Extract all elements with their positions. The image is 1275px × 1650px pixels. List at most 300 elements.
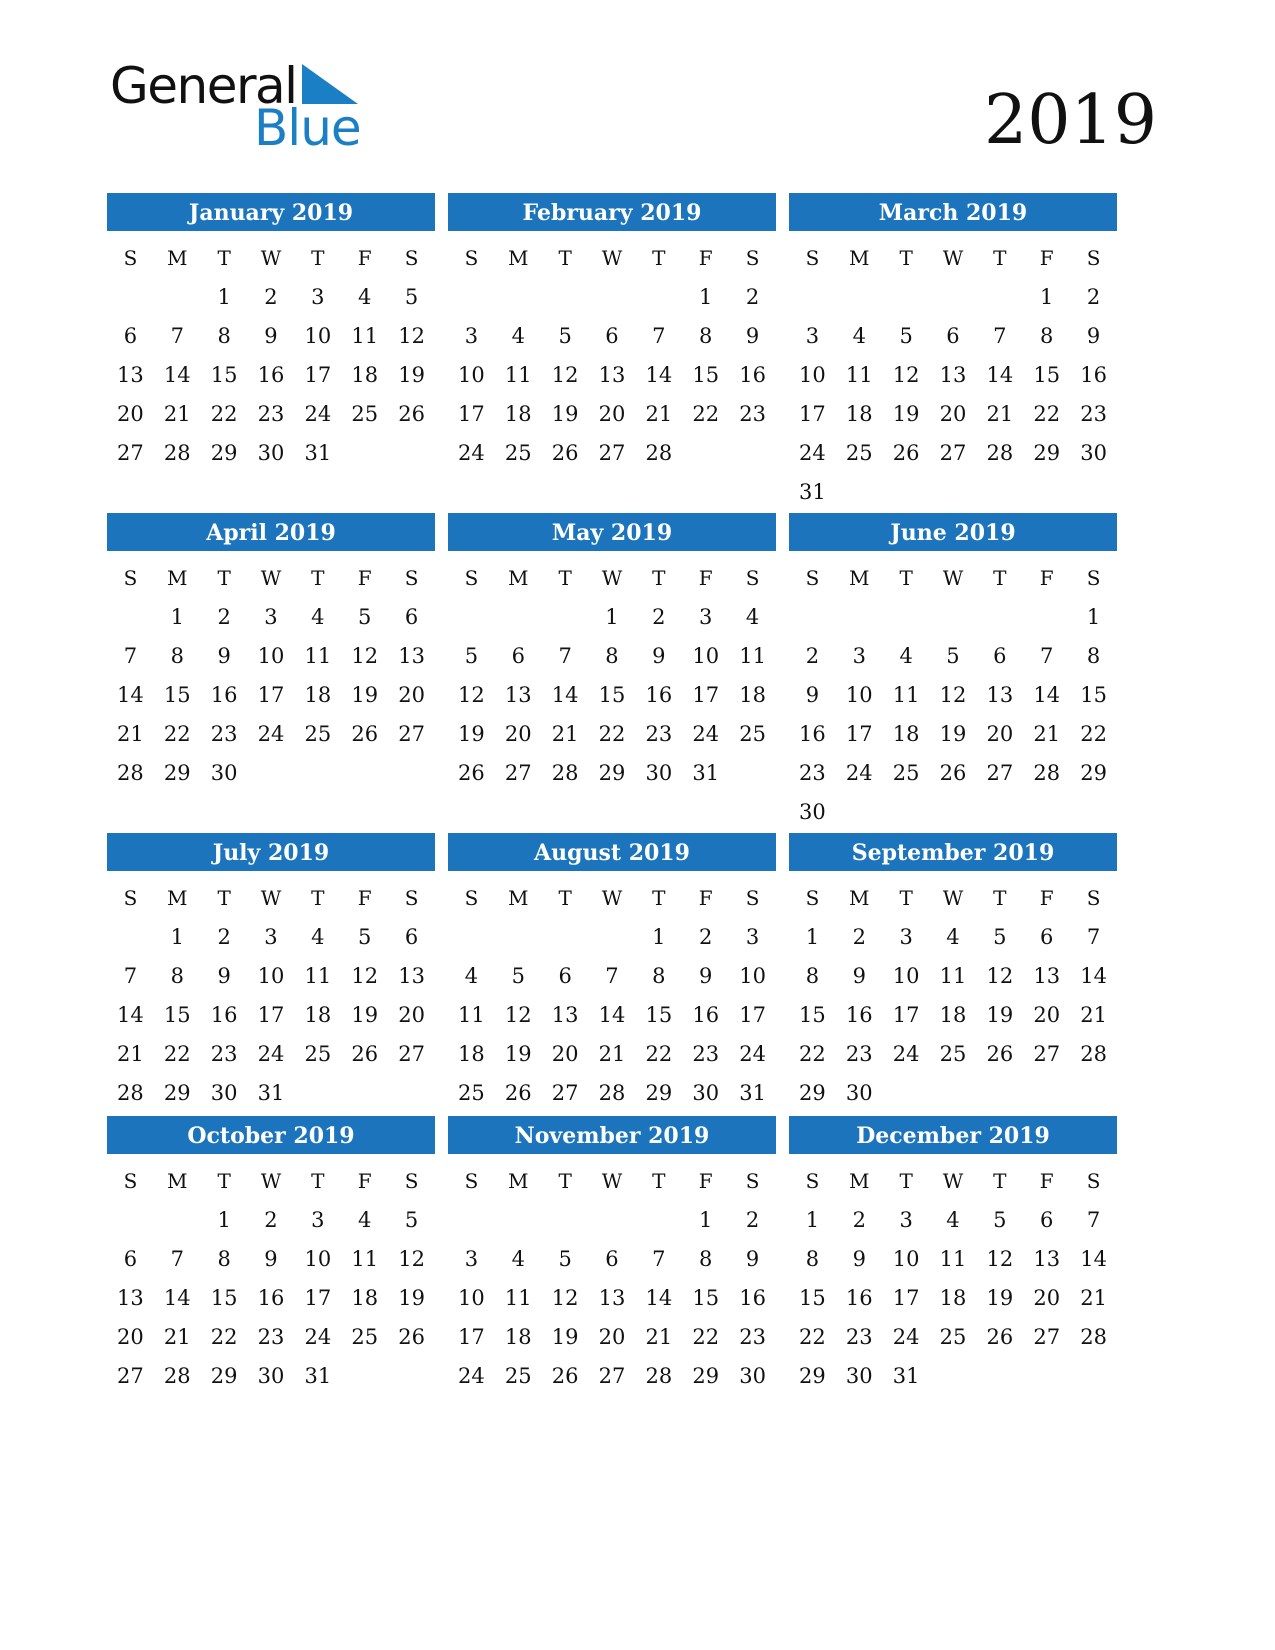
day-cell: 31 — [304, 441, 332, 465]
day-cell: 29 — [692, 1364, 720, 1388]
empty-day-cell — [107, 278, 154, 317]
day-cell: 17 — [799, 402, 826, 426]
day-cell: 7 — [652, 324, 666, 348]
day-cell: 4 — [946, 925, 960, 949]
day-cell: 25 — [892, 761, 920, 785]
weekday-label: S — [464, 246, 479, 270]
day-cell: 18 — [939, 1286, 967, 1310]
day-cell: 2 — [652, 605, 666, 629]
day-cell: 17 — [257, 1003, 285, 1027]
day-cell: 10 — [845, 683, 873, 707]
day-cell: 26 — [986, 1042, 1014, 1066]
day-cell: 29 — [645, 1081, 673, 1105]
day-cell: 23 — [210, 1042, 238, 1066]
day-cell: 21 — [1080, 1286, 1107, 1310]
day-cell: 21 — [645, 402, 673, 426]
day-cell: 13 — [117, 1286, 144, 1310]
day-cell: 30 — [257, 1364, 285, 1388]
empty-day-cell — [542, 1201, 589, 1240]
day-cell: 24 — [845, 761, 873, 785]
weekday-label: T — [558, 246, 572, 270]
weekday-label: S — [123, 566, 138, 590]
day-cell: 11 — [304, 644, 332, 668]
empty-day-cell — [836, 278, 883, 317]
month-header: January 2019 — [107, 193, 435, 231]
day-cell: 11 — [504, 1286, 532, 1310]
day-cell: 19 — [986, 1286, 1014, 1310]
weekday-label: S — [123, 246, 138, 270]
day-cell: 18 — [304, 1003, 332, 1027]
day-cell: 2 — [852, 1208, 866, 1232]
weekday-label: F — [698, 886, 713, 910]
day-cell: 29 — [210, 1364, 238, 1388]
day-cell: 1 — [217, 1208, 231, 1232]
day-cell: 10 — [304, 1247, 332, 1271]
weekday-label: T — [217, 566, 231, 590]
day-cell: 16 — [692, 1003, 720, 1027]
day-cell: 28 — [551, 761, 579, 785]
weekday-label: M — [508, 566, 529, 590]
day-cell: 13 — [1033, 1247, 1061, 1271]
empty-day-cell — [542, 278, 589, 317]
day-cell: 19 — [351, 1003, 379, 1027]
day-cell: 19 — [551, 1325, 579, 1349]
day-cell: 30 — [1080, 441, 1107, 465]
day-cell: 28 — [1033, 761, 1061, 785]
day-cell: 21 — [645, 1325, 673, 1349]
day-cell: 28 — [645, 441, 673, 465]
day-cell: 7 — [993, 324, 1007, 348]
weekday-label: T — [652, 1169, 666, 1193]
day-cell: 14 — [551, 683, 579, 707]
day-cell: 26 — [398, 402, 425, 426]
day-cell: 17 — [892, 1286, 920, 1310]
day-cell: 1 — [699, 285, 713, 309]
day-cell: 29 — [163, 761, 191, 785]
day-cell: 11 — [351, 324, 379, 348]
day-cell: 27 — [117, 441, 144, 465]
weekday-label: S — [805, 886, 820, 910]
empty-day-cell — [542, 918, 589, 957]
day-cell: 17 — [692, 683, 720, 707]
day-cell: 6 — [404, 925, 419, 949]
day-cell: 1 — [652, 925, 666, 949]
day-cell: 31 — [799, 480, 826, 504]
empty-day-cell — [154, 278, 201, 317]
weekday-label: T — [899, 246, 913, 270]
day-cell: 11 — [939, 964, 967, 988]
day-cell: 14 — [1080, 1247, 1107, 1271]
day-cell: 2 — [264, 1208, 278, 1232]
day-cell: 7 — [605, 964, 619, 988]
month-block — [448, 1116, 776, 1396]
weekday-label: M — [849, 246, 870, 270]
empty-day-cell — [448, 918, 495, 957]
day-cell: 3 — [311, 1208, 325, 1232]
weekday-label: T — [652, 246, 666, 270]
weekday-label: S — [805, 246, 820, 270]
weekday-label: T — [993, 246, 1007, 270]
day-cell: 17 — [845, 722, 873, 746]
day-cell: 9 — [745, 1247, 760, 1271]
day-cell: 16 — [210, 1003, 238, 1027]
day-cell: 12 — [986, 1247, 1014, 1271]
day-cell: 12 — [504, 1003, 532, 1027]
day-cell: 7 — [170, 324, 184, 348]
weekday-label: F — [698, 1169, 713, 1193]
weekday-label: T — [217, 886, 231, 910]
weekday-label: W — [260, 566, 282, 590]
day-cell: 19 — [398, 1286, 425, 1310]
logo-word-blue: Blue — [254, 99, 361, 157]
day-cell: 30 — [739, 1364, 766, 1388]
day-cell: 30 — [257, 441, 285, 465]
day-cell: 5 — [511, 964, 525, 988]
day-cell: 17 — [892, 1003, 920, 1027]
weekday-label: M — [167, 246, 188, 270]
day-cell: 2 — [745, 285, 760, 309]
weekday-label: T — [899, 566, 913, 590]
weekday-label: F — [357, 1169, 372, 1193]
day-cell: 4 — [745, 605, 760, 629]
day-cell: 13 — [1033, 964, 1061, 988]
day-cell: 3 — [745, 925, 760, 949]
day-cell: 28 — [117, 1081, 144, 1105]
day-cell: 14 — [1080, 964, 1107, 988]
day-cell: 29 — [799, 1081, 826, 1105]
weekday-label: T — [899, 1169, 913, 1193]
day-cell: 12 — [892, 363, 920, 387]
day-cell: 9 — [745, 324, 760, 348]
day-cell: 13 — [117, 363, 144, 387]
day-cell: 29 — [799, 1364, 826, 1388]
day-cell: 23 — [845, 1042, 873, 1066]
weekday-label: T — [311, 1169, 325, 1193]
day-cell: 1 — [170, 605, 184, 629]
day-cell: 5 — [558, 1247, 572, 1271]
general-blue-logo — [110, 56, 370, 156]
weekday-label: M — [508, 886, 529, 910]
day-cell: 15 — [1080, 683, 1107, 707]
day-cell: 18 — [351, 363, 379, 387]
day-cell: 5 — [993, 925, 1007, 949]
weekday-label: F — [357, 566, 372, 590]
day-cell: 22 — [1033, 402, 1061, 426]
day-cell: 17 — [257, 683, 285, 707]
empty-day-cell — [789, 278, 836, 317]
weekday-label: T — [558, 1169, 572, 1193]
day-cell: 18 — [504, 402, 532, 426]
day-cell: 20 — [1033, 1286, 1061, 1310]
day-cell: 19 — [398, 363, 425, 387]
day-cell: 25 — [351, 1325, 379, 1349]
day-cell: 25 — [845, 441, 873, 465]
day-cell: 27 — [398, 722, 425, 746]
day-cell: 28 — [117, 761, 144, 785]
day-cell: 6 — [605, 324, 619, 348]
day-cell: 24 — [458, 441, 485, 465]
weekday-label: T — [652, 566, 666, 590]
weekday-label: S — [404, 246, 419, 270]
day-cell: 12 — [398, 324, 425, 348]
day-cell: 1 — [699, 1208, 713, 1232]
day-cell: 18 — [351, 1286, 379, 1310]
empty-day-cell — [107, 918, 154, 957]
day-cell: 10 — [799, 363, 826, 387]
weekday-label: M — [167, 566, 188, 590]
weekday-label: F — [1039, 566, 1054, 590]
day-cell: 14 — [645, 1286, 673, 1310]
day-cell: 10 — [692, 644, 720, 668]
day-cell: 17 — [458, 1325, 485, 1349]
day-cell: 10 — [257, 644, 285, 668]
day-cell: 27 — [117, 1364, 144, 1388]
empty-day-cell — [635, 278, 682, 317]
month-block — [789, 193, 1117, 512]
empty-day-cell — [789, 598, 836, 637]
weekday-label: T — [558, 886, 572, 910]
day-cell: 18 — [504, 1325, 532, 1349]
day-cell: 10 — [892, 1247, 920, 1271]
day-cell: 25 — [304, 1042, 332, 1066]
weekday-label: S — [464, 1169, 479, 1193]
day-cell: 9 — [1086, 324, 1101, 348]
day-cell: 2 — [745, 1208, 760, 1232]
day-cell: 26 — [939, 761, 967, 785]
day-cell: 16 — [1080, 363, 1107, 387]
day-cell: 8 — [217, 324, 231, 348]
day-cell: 4 — [358, 285, 372, 309]
month-header: May 2019 — [448, 513, 776, 551]
day-cell: 22 — [692, 1325, 720, 1349]
day-cell: 29 — [1033, 441, 1061, 465]
day-cell: 26 — [892, 441, 920, 465]
day-cell: 20 — [117, 402, 144, 426]
month-day-grid — [107, 1162, 435, 1396]
day-cell: 14 — [163, 1286, 191, 1310]
day-cell: 20 — [598, 402, 626, 426]
day-cell: 9 — [852, 964, 866, 988]
day-cell: 15 — [1033, 363, 1061, 387]
day-cell: 1 — [805, 925, 820, 949]
day-cell: 3 — [464, 324, 479, 348]
day-cell: 18 — [892, 722, 920, 746]
day-cell: 10 — [458, 1286, 485, 1310]
day-cell: 6 — [558, 964, 572, 988]
day-cell: 25 — [939, 1042, 967, 1066]
day-cell: 16 — [845, 1286, 873, 1310]
day-cell: 10 — [304, 324, 332, 348]
day-cell: 27 — [1033, 1325, 1061, 1349]
day-cell: 18 — [458, 1042, 485, 1066]
day-cell: 22 — [163, 722, 191, 746]
day-cell: 7 — [123, 644, 138, 668]
day-cell: 26 — [351, 722, 379, 746]
day-cell: 23 — [257, 402, 285, 426]
day-cell: 19 — [504, 1042, 532, 1066]
month-block — [107, 513, 435, 793]
weekday-label: S — [404, 886, 419, 910]
weekday-label: T — [993, 566, 1007, 590]
day-cell: 30 — [645, 761, 673, 785]
weekday-label: F — [1039, 886, 1054, 910]
weekday-label: F — [698, 566, 713, 590]
day-cell: 22 — [598, 722, 626, 746]
day-cell: 31 — [304, 1364, 332, 1388]
day-cell: 23 — [799, 761, 826, 785]
day-cell: 7 — [558, 644, 572, 668]
day-cell: 27 — [598, 1364, 626, 1388]
weekday-label: M — [508, 246, 529, 270]
day-cell: 11 — [458, 1003, 485, 1027]
day-cell: 5 — [404, 1208, 419, 1232]
day-cell: 25 — [939, 1325, 967, 1349]
day-cell: 1 — [605, 605, 619, 629]
empty-day-cell — [495, 1201, 542, 1240]
weekday-label: M — [167, 886, 188, 910]
empty-day-cell — [976, 278, 1023, 317]
day-cell: 22 — [163, 1042, 191, 1066]
day-cell: 15 — [163, 683, 191, 707]
weekday-label: F — [1039, 246, 1054, 270]
day-cell: 18 — [845, 402, 873, 426]
day-cell: 31 — [692, 761, 720, 785]
day-cell: 27 — [1033, 1042, 1061, 1066]
day-cell: 8 — [652, 964, 666, 988]
day-cell: 26 — [398, 1325, 425, 1349]
day-cell: 27 — [939, 441, 967, 465]
day-cell: 3 — [899, 1208, 913, 1232]
day-cell: 10 — [458, 363, 485, 387]
day-cell: 28 — [163, 1364, 191, 1388]
day-cell: 8 — [699, 1247, 713, 1271]
month-block — [448, 513, 776, 793]
weekday-label: T — [899, 886, 913, 910]
weekday-label: W — [601, 566, 623, 590]
day-cell: 17 — [304, 1286, 332, 1310]
day-cell: 28 — [1080, 1042, 1107, 1066]
day-cell: 4 — [464, 964, 479, 988]
day-cell: 19 — [351, 683, 379, 707]
day-cell: 26 — [458, 761, 485, 785]
weekday-label: T — [558, 566, 572, 590]
empty-day-cell — [1023, 598, 1070, 637]
empty-day-cell — [635, 1201, 682, 1240]
day-cell: 13 — [551, 1003, 579, 1027]
day-cell: 3 — [852, 644, 866, 668]
day-cell: 16 — [257, 363, 285, 387]
day-cell: 11 — [892, 683, 920, 707]
day-cell: 12 — [351, 964, 379, 988]
day-cell: 31 — [892, 1364, 920, 1388]
day-cell: 30 — [799, 800, 826, 824]
day-cell: 2 — [217, 925, 231, 949]
day-cell: 23 — [1080, 402, 1107, 426]
day-cell: 24 — [739, 1042, 766, 1066]
day-cell: 6 — [1040, 925, 1054, 949]
day-cell: 22 — [799, 1042, 826, 1066]
day-cell: 9 — [217, 964, 231, 988]
day-cell: 20 — [551, 1042, 579, 1066]
empty-day-cell — [883, 598, 930, 637]
weekday-label: S — [404, 1169, 419, 1193]
day-cell: 26 — [986, 1325, 1014, 1349]
month-header: October 2019 — [107, 1116, 435, 1154]
day-cell: 1 — [170, 925, 184, 949]
month-block — [789, 833, 1117, 1113]
weekday-label: T — [217, 1169, 231, 1193]
day-cell: 5 — [464, 644, 479, 668]
day-cell: 2 — [699, 925, 713, 949]
month-header: August 2019 — [448, 833, 776, 871]
day-cell: 11 — [739, 644, 766, 668]
day-cell: 26 — [551, 441, 579, 465]
day-cell: 24 — [458, 1364, 485, 1388]
day-cell: 5 — [558, 324, 572, 348]
weekday-label: T — [652, 886, 666, 910]
day-cell: 20 — [1033, 1003, 1061, 1027]
day-cell: 11 — [939, 1247, 967, 1271]
day-cell: 8 — [805, 964, 820, 988]
day-cell: 21 — [551, 722, 579, 746]
day-cell: 21 — [117, 722, 144, 746]
empty-day-cell — [930, 278, 977, 317]
empty-day-cell — [154, 1201, 201, 1240]
day-cell: 5 — [993, 1208, 1007, 1232]
empty-day-cell — [107, 598, 154, 637]
day-cell: 19 — [551, 402, 579, 426]
weekday-label: F — [357, 886, 372, 910]
day-cell: 6 — [993, 644, 1007, 668]
day-cell: 13 — [504, 683, 532, 707]
day-cell: 8 — [699, 324, 713, 348]
day-cell: 15 — [645, 1003, 673, 1027]
day-cell: 4 — [852, 324, 866, 348]
day-cell: 5 — [946, 644, 960, 668]
day-cell: 16 — [739, 1286, 766, 1310]
day-cell: 26 — [504, 1081, 532, 1105]
day-cell: 15 — [799, 1003, 826, 1027]
day-cell: 18 — [939, 1003, 967, 1027]
day-cell: 22 — [799, 1325, 826, 1349]
day-cell: 8 — [1086, 644, 1101, 668]
day-cell: 5 — [404, 285, 419, 309]
day-cell: 28 — [163, 441, 191, 465]
month-day-grid — [107, 879, 435, 1113]
day-cell: 24 — [304, 402, 332, 426]
day-cell: 12 — [551, 363, 579, 387]
day-cell: 3 — [464, 1247, 479, 1271]
day-cell: 13 — [986, 683, 1014, 707]
day-cell: 6 — [511, 644, 525, 668]
month-day-grid — [789, 1162, 1117, 1396]
day-cell: 2 — [805, 644, 820, 668]
weekday-label: M — [849, 1169, 870, 1193]
day-cell: 12 — [398, 1247, 425, 1271]
day-cell: 12 — [551, 1286, 579, 1310]
day-cell: 4 — [511, 324, 525, 348]
empty-day-cell — [495, 598, 542, 637]
day-cell: 3 — [264, 925, 278, 949]
month-block — [107, 833, 435, 1113]
empty-day-cell — [448, 1201, 495, 1240]
weekday-label: S — [1086, 886, 1101, 910]
weekday-label: M — [849, 566, 870, 590]
day-cell: 20 — [986, 722, 1014, 746]
day-cell: 12 — [458, 683, 485, 707]
day-cell: 20 — [939, 402, 967, 426]
day-cell: 7 — [1086, 1208, 1101, 1232]
